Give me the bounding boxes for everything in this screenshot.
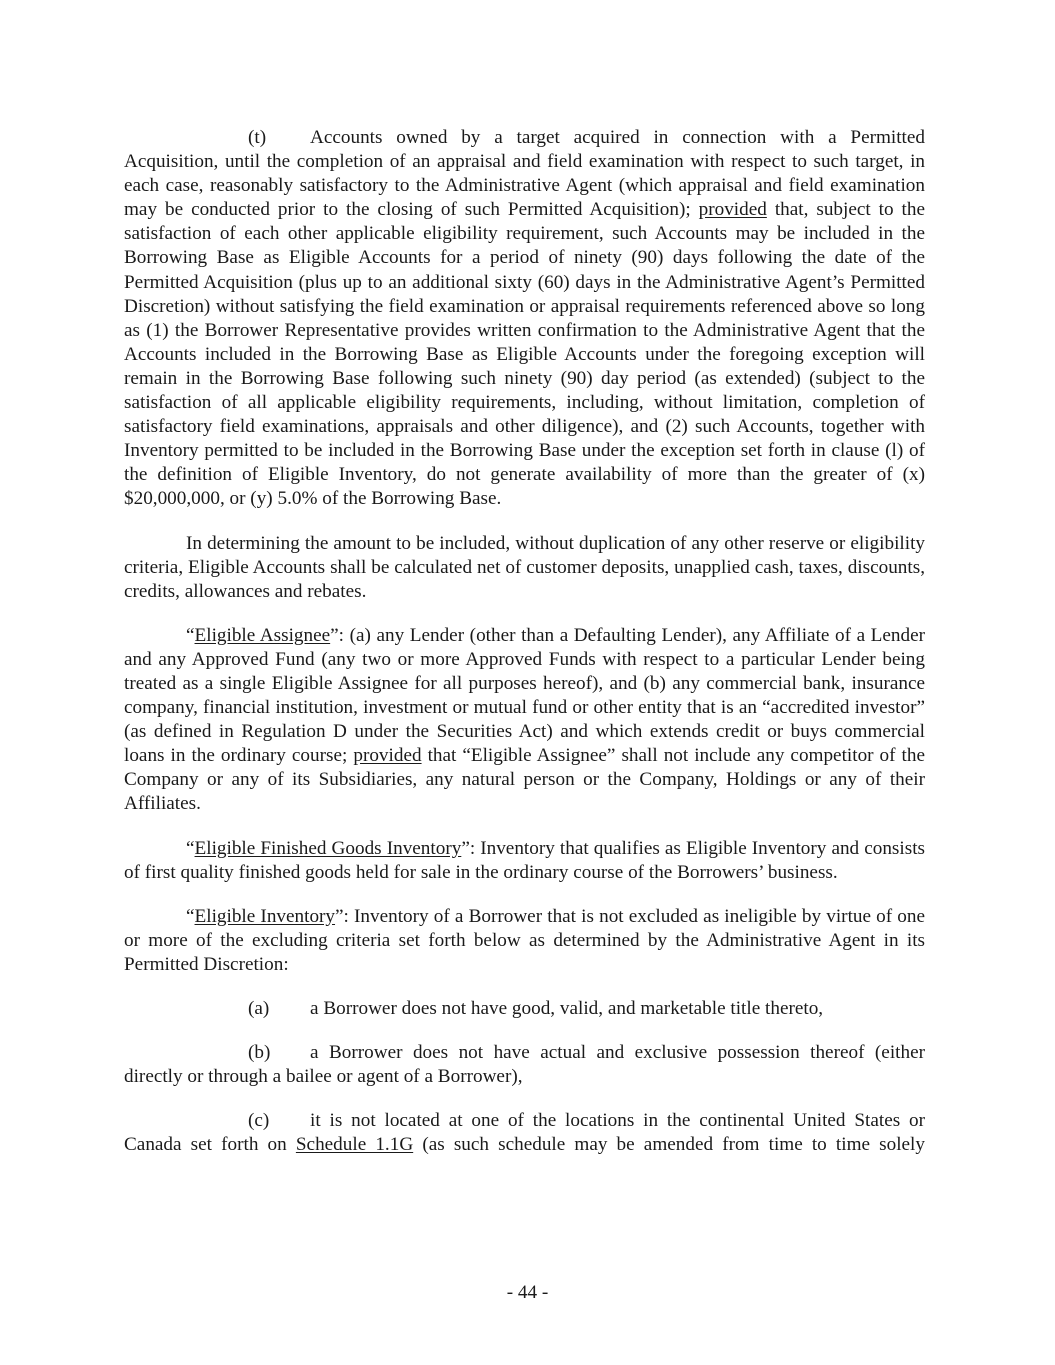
eligible-assignee-provided: provided [353,745,422,767]
finished-goods-term: Eligible Finished Goods Inventory [194,837,462,859]
eligible-inventory-definition [124,905,925,977]
eligible-assignee-open-quote: “ [186,624,195,646]
document-page [124,126,925,1177]
clause-t-text-2: that, subject to the satisfaction of each other applicable eligibility requirement, such Accounts may be included in the Borrowing Base as Eligible Accounts for a period of ninety (90) days following the date of the Permitted Acquisition (plus up to an additional sixty (60) days in the Administrative Agent’s Permitted Discretion) without satisfying the field examination or appraisal requirements referenced above so long as (1) the Borrower Representative provides written confirmation to the Administrative Agent that the Accounts included in the Borrowing Base as Eligible Accounts under the foregoing exception will remain in the Borrowing Base following such ninety (90) day period (as extended) (subject to the satisfaction of all applicable eligibility requirements, including, without limitation, completion of satisfactory field examinations, appraisals and other diligence), and (2) such Accounts, together with Inventory permitted to be included in the Borrowing Base under the exception set forth in clause (l) of the definition of Eligible Inventory, do not generate availability of more than the greater of (x) $20,000,000, or (y) 5.0% of the Borrowing Base. [124,199,925,510]
eligible-assignee-text-1: ”: (a) any Lender (other than a Defaulting Lender), any Affiliate of a Lender and any Approved Fund (any two or more Approved Funds with respect to a particular Lender being treated as a single Eligible Assignee for all purposes hereof), and (b) any commercial bank, insurance company, financial institution, investment or mutual fund or other entity that is an “accredited investor” (as defined in Regulation D under the Securities Act) and which extends credit or buys commercial loans in the ordinary course; [124,624,926,767]
finished-goods-open-quote: “ [186,837,195,859]
eligible-inventory-text: ”: Inventory of a Borrower that is not excluded as ineligible by virtue of one or more of the excluding criteria set forth below as determined by the Administrative Agent in its Permitted Discretion: [124,905,925,975]
eligible-assignee-text-2: that “Eligible Assignee” shall not include any competitor of the Company or any of its Subsidiaries, any natural person or the Company, Holdings or any of their Affiliates. [124,745,925,815]
clause-a-text: a Borrower does not have good, valid, and marketable title thereto, [310,998,824,1019]
clause-b-text: a Borrower does not have actual and exclusive possession thereof (either directly or through a bailee or agent of a Borrower), [124,1042,925,1088]
clause-a-paragraph [124,997,925,1021]
clause-c-text-1: it is not located at one of the locations in the continental United States or Canada set forth on [124,1110,925,1156]
eligible-inventory-open-quote: “ [186,905,195,927]
eligible-finished-goods-definition [124,837,925,885]
clause-t-marker: (t) [248,127,267,148]
clause-c-marker: (c) [248,1110,270,1132]
clause-t-provided: provided [698,199,767,221]
eligible-inventory-term: Eligible Inventory [194,905,336,927]
clause-c-text-2: (as such schedule may be amended from time to time solely [413,1134,925,1156]
clause-b-paragraph [124,1041,925,1089]
determining-paragraph: In determining the amount to be included, without duplication of any other reserve or eligibility criteria, Eligible Accounts shall be calculated net of customer deposits, unapplied cash, taxes, discounts, credits, allowances and rebates. [124,532,925,602]
clause-a-marker: (a) [248,998,270,1019]
eligible-assignee-term: Eligible Assignee [194,624,331,646]
finished-goods-text: ”: Inventory that qualifies as Eligible Inventory and consists of first quality finished goods held for sale in the ordinary course of the Borrowers’ business. [124,837,925,883]
page-number: - 44 - [506,1282,549,1303]
clause-b-marker: (b) [248,1042,271,1064]
clause-c-paragraph [124,1109,925,1157]
eligible-assignee-definition [124,624,925,817]
schedule-reference: Schedule 1.1G [295,1134,414,1156]
clause-t-paragraph [124,126,925,512]
clause-t-text-1: Accounts owned by a target acquired in connection with a Permitted Acquisition, until the completion of an appraisal and field examination with respect to such target, in each case, reasonably satisfactory to the Administrative Agent (which appraisal and field examination may be conducted prior to the closing of such Permitted Acquisition); [124,127,925,221]
